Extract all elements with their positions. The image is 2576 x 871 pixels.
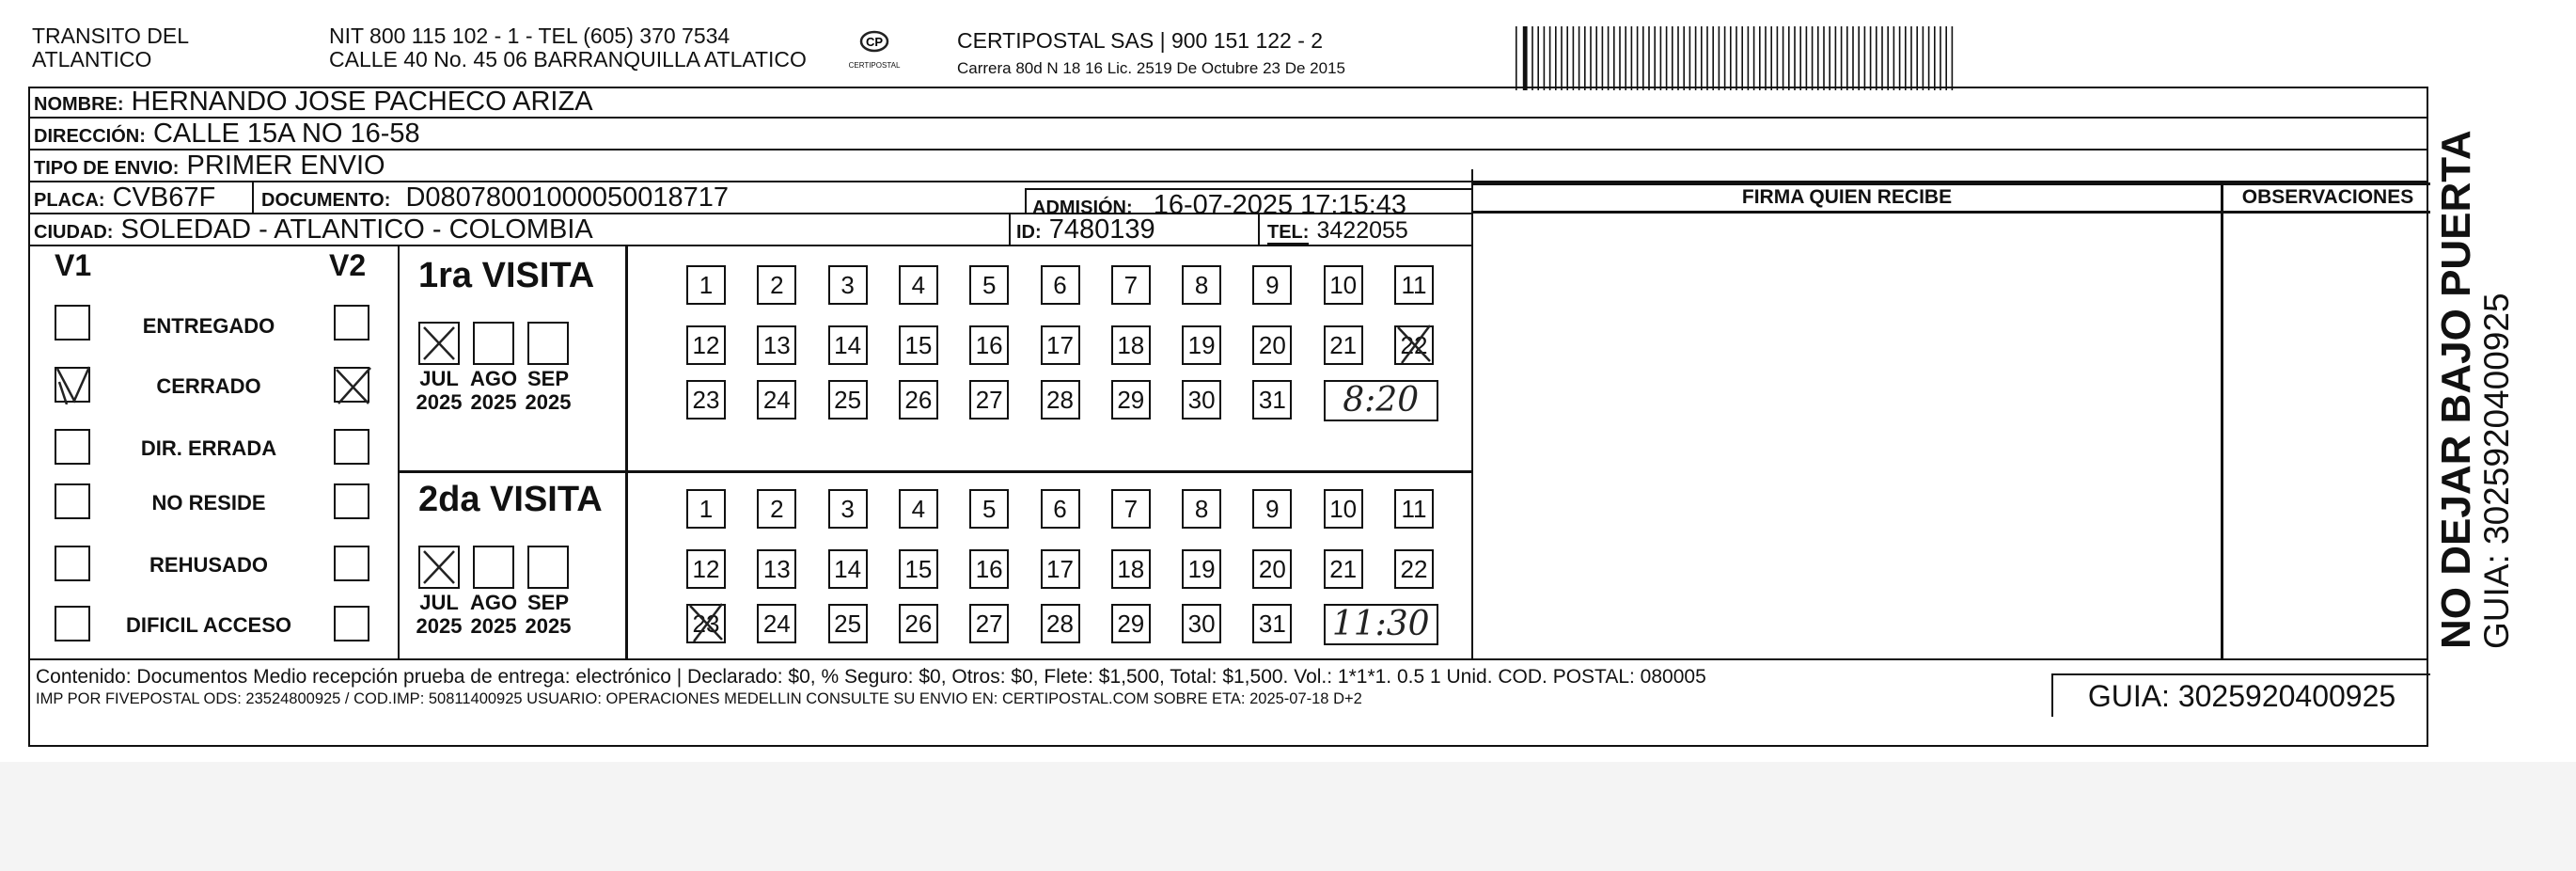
barcode-bar <box>1573 26 1575 90</box>
day-box[interactable]: 17 <box>1041 325 1080 365</box>
right-panel-headerline <box>1473 211 2430 214</box>
status-label: CERRADO <box>156 374 261 398</box>
v1-checkbox[interactable] <box>55 429 90 465</box>
x-mark-icon <box>684 598 730 647</box>
barcode-bar <box>1794 26 1796 90</box>
barcode-bar <box>1945 26 1947 90</box>
year-label: 2025 <box>525 390 572 414</box>
placa-label: PLACA: <box>34 190 105 211</box>
day-box[interactable]: 22 <box>1394 549 1434 589</box>
day-box[interactable]: 23 <box>686 380 726 420</box>
v2-label: V2 <box>329 248 367 282</box>
visit-divider <box>400 470 1471 473</box>
barcode-bar <box>1799 26 1801 90</box>
barcode-bar <box>1812 26 1814 90</box>
no-dejar-bajo-puerta: NO DEJAR BAJO PUERTA <box>2433 130 2479 649</box>
v1-checkbox[interactable] <box>55 546 90 581</box>
status-label: REHUSADO <box>149 553 268 577</box>
documento-value: D08078001000050018717 <box>405 182 729 213</box>
direccion-label: DIRECCIÓN: <box>34 126 146 147</box>
barcode-bar <box>1910 26 1912 90</box>
barcode-bar <box>1531 26 1533 90</box>
barcode-bar <box>1770 26 1772 90</box>
v1-checkbox[interactable] <box>55 367 90 403</box>
barcode-bar <box>1648 26 1650 90</box>
day-box[interactable]: 30 <box>1182 380 1221 420</box>
day-box[interactable]: 19 <box>1182 325 1221 365</box>
month-label: AGO <box>469 591 518 614</box>
carrier-info <box>957 28 1345 78</box>
day-box[interactable]: 9 <box>1252 265 1292 305</box>
day-box[interactable]: 27 <box>969 604 1009 643</box>
barcode-bar <box>1765 26 1767 90</box>
barcode-bar <box>1899 26 1901 90</box>
barcode-bar <box>1748 26 1750 90</box>
month-checkbox[interactable] <box>473 322 514 365</box>
company-line: CERTIPOSTAL SAS | 900 151 122 - 2 <box>957 28 1324 53</box>
sender-name <box>32 24 189 71</box>
barcode-bar <box>1590 26 1592 90</box>
day-box[interactable]: 12 <box>686 549 726 589</box>
year-label: 2025 <box>416 614 463 638</box>
month-year <box>465 367 522 414</box>
barcode-bar <box>1602 26 1604 90</box>
day-box[interactable]: 8 <box>1182 489 1221 529</box>
handwritten-time[interactable]: 8:20 <box>1324 380 1438 421</box>
barcode-bar <box>1595 26 1597 90</box>
barcode-bar <box>1619 26 1621 90</box>
sender-line-2: ATLANTICO <box>32 47 152 71</box>
barcode-bar <box>1701 26 1703 90</box>
observaciones-divider <box>2221 182 2223 660</box>
barcode-bar <box>1555 26 1557 90</box>
day-box[interactable]: 4 <box>899 265 938 305</box>
x-mark-icon <box>418 322 460 365</box>
nombre-value: HERNANDO JOSE PACHECO ARIZA <box>131 87 593 117</box>
month-year <box>411 591 467 638</box>
month-label: JUL <box>419 367 459 390</box>
month-checkbox[interactable] <box>527 546 569 589</box>
month-checkbox[interactable] <box>418 546 460 589</box>
barcode-bar <box>1864 26 1866 90</box>
year-label: 2025 <box>470 614 517 638</box>
day-box[interactable]: 15 <box>899 325 938 365</box>
nit-line: NIT 800 115 102 - 1 - TEL (605) 370 7534 <box>329 24 730 48</box>
barcode-bar <box>1841 26 1843 90</box>
v2-checkbox[interactable] <box>334 367 369 403</box>
barcode-bar <box>1654 26 1656 90</box>
guia-vertical: GUIA: 3025920400925 <box>2477 293 2516 649</box>
row-direccion <box>28 119 2428 150</box>
logo-icon <box>856 28 893 58</box>
day-box[interactable]: 10 <box>1324 489 1363 529</box>
month-label: JUL <box>419 591 459 614</box>
barcode-bar <box>1823 26 1825 90</box>
v2-checkbox[interactable] <box>334 546 369 581</box>
barcode-bar <box>1846 26 1848 90</box>
barcode-bar <box>1642 26 1644 90</box>
barcode-bar <box>1858 26 1860 90</box>
day-box[interactable]: 13 <box>757 549 796 589</box>
barcode-bar <box>1683 26 1685 90</box>
address-line: CALLE 40 No. 45 06 BARRANQUILLA ATLATICO <box>329 47 807 71</box>
v2-checkbox[interactable] <box>334 305 369 340</box>
barcode-bar <box>1695 26 1697 90</box>
barcode-bar <box>1516 26 1517 90</box>
ciudad-label: CIUDAD: <box>34 222 114 243</box>
documento-cell <box>261 182 729 215</box>
placa-cell <box>28 182 254 213</box>
barcode-bar <box>1783 26 1784 90</box>
day-box[interactable]: 9 <box>1252 489 1292 529</box>
barcode-bar <box>1706 26 1708 90</box>
placa-value: CVB67F <box>112 182 216 213</box>
month-day-divider <box>625 246 628 660</box>
status-label: DIR. ERRADA <box>140 436 277 460</box>
day-box[interactable]: 18 <box>1111 549 1151 589</box>
barcode-bar <box>1631 26 1633 90</box>
barcode-bar <box>1759 26 1761 90</box>
barcode-bar <box>1928 26 1930 90</box>
barcode-bar <box>1537 26 1539 90</box>
year-label: 2025 <box>525 614 572 638</box>
month-year <box>465 591 522 638</box>
barcode-bar <box>1549 26 1551 90</box>
barcode-bar <box>1829 26 1830 90</box>
sender-line-1: TRANSITO DEL <box>32 24 189 48</box>
month-label: AGO <box>469 367 518 390</box>
barcode-bar <box>1584 26 1586 90</box>
day-box[interactable]: 13 <box>757 325 796 365</box>
day-box[interactable]: 17 <box>1041 549 1080 589</box>
day-box[interactable]: 19 <box>1182 549 1221 589</box>
day-box[interactable]: 24 <box>757 604 796 643</box>
guia-box: GUIA: 3025920400925 <box>2051 673 2430 717</box>
day-box[interactable]: 23 <box>686 604 726 643</box>
id-cell <box>1011 214 1260 245</box>
nombre-label: NOMBRE: <box>34 94 124 115</box>
barcode-bar <box>1788 26 1790 90</box>
day-box[interactable]: 31 <box>1252 380 1292 420</box>
v1-label: V1 <box>55 248 92 282</box>
barcode-bar <box>1666 26 1668 90</box>
svg-text:CP: CP <box>865 35 884 49</box>
barcode-bar <box>1893 26 1895 90</box>
day-box[interactable]: 16 <box>969 549 1009 589</box>
day-box[interactable]: 30 <box>1182 604 1221 643</box>
day-box[interactable]: 18 <box>1111 325 1151 365</box>
day-box[interactable]: 2 <box>757 265 796 305</box>
barcode-bar <box>1566 26 1568 90</box>
x-mark-icon <box>1392 320 1437 369</box>
status-panel <box>28 246 400 660</box>
status-label: NO RESIDE <box>151 491 266 515</box>
month-checkbox[interactable] <box>473 546 514 589</box>
barcode-bar <box>1905 26 1907 90</box>
documento-label: DOCUMENTO: <box>261 190 391 211</box>
firma-label: FIRMA QUIEN RECIBE <box>1741 186 1953 208</box>
barcode-bar <box>1736 26 1737 90</box>
side-text <box>2435 130 2516 649</box>
barcode-bar <box>1876 26 1877 90</box>
tipo-value: PRIMER ENVIO <box>186 150 385 181</box>
day-box[interactable]: 5 <box>969 265 1009 305</box>
barcode-bar <box>1753 26 1755 90</box>
day-box[interactable]: 29 <box>1111 604 1151 643</box>
v1-checkbox[interactable] <box>55 483 90 519</box>
x-mark-icon <box>333 366 374 407</box>
tel-cell <box>1267 214 1408 247</box>
barcode-bar <box>1870 26 1872 90</box>
certipostal-logo <box>837 28 912 70</box>
day-box[interactable]: 7 <box>1111 489 1151 529</box>
day-box[interactable]: 26 <box>899 380 938 420</box>
day-box[interactable]: 28 <box>1041 380 1080 420</box>
barcode-bar <box>1835 26 1837 90</box>
day-box[interactable]: 1 <box>686 489 726 529</box>
observaciones-label: OBSERVACIONES <box>2241 186 2414 208</box>
day-box[interactable]: 28 <box>1041 604 1080 643</box>
license-line: Carrera 80d N 18 16 Lic. 2519 De Octubre 23 De 2015 <box>957 59 1345 77</box>
barcode-bar <box>1817 26 1819 90</box>
day-box[interactable]: 24 <box>757 380 796 420</box>
barcode-bar <box>1660 26 1662 90</box>
admision-label: ADMISIÓN: <box>1032 198 1133 218</box>
logo-text: CERTIPOSTAL <box>848 61 901 70</box>
barcode-bar <box>1952 26 1954 90</box>
status-label: ENTREGADO <box>142 314 275 338</box>
year-label: 2025 <box>470 390 517 414</box>
day-box[interactable]: 5 <box>969 489 1009 529</box>
day-box[interactable]: 15 <box>899 549 938 589</box>
day-box[interactable]: 31 <box>1252 604 1292 643</box>
day-box[interactable]: 4 <box>899 489 938 529</box>
day-box[interactable]: 25 <box>828 604 868 643</box>
barcode-bar <box>1940 26 1941 90</box>
handwritten-time[interactable]: 11:30 <box>1324 604 1438 645</box>
day-box[interactable]: 10 <box>1324 265 1363 305</box>
day-box[interactable]: 8 <box>1182 265 1221 305</box>
admision-value: 16-07-2025 17:15:43 <box>1153 190 1407 220</box>
check-mark-icon <box>54 363 91 404</box>
day-box[interactable]: 11 <box>1394 489 1434 529</box>
barcode-bar <box>1637 26 1639 90</box>
day-box[interactable]: 7 <box>1111 265 1151 305</box>
day-box[interactable]: 2 <box>757 489 796 529</box>
barcode-bar <box>1916 26 1918 90</box>
v1-checkbox[interactable] <box>55 606 90 641</box>
tel-label: TEL: <box>1267 222 1310 243</box>
day-box[interactable]: 3 <box>828 489 868 529</box>
day-box[interactable]: 20 <box>1252 549 1292 589</box>
v2-checkbox[interactable] <box>334 483 369 519</box>
year-label: 2025 <box>416 390 463 414</box>
visit-title: 2da VISITA <box>418 480 603 519</box>
row-placa <box>28 182 1471 220</box>
day-box[interactable]: 20 <box>1252 325 1292 365</box>
day-box[interactable]: 3 <box>828 265 868 305</box>
v2-checkbox[interactable] <box>334 606 369 641</box>
day-box[interactable]: 14 <box>828 325 868 365</box>
day-box[interactable]: 26 <box>899 604 938 643</box>
id-value: 7480139 <box>1048 214 1155 245</box>
day-box[interactable]: 11 <box>1394 265 1434 305</box>
day-box[interactable]: 25 <box>828 380 868 420</box>
barcode-bar <box>1523 26 1528 90</box>
day-box[interactable]: 6 <box>1041 489 1080 529</box>
barcode-bar <box>1613 26 1615 90</box>
barcode-bar <box>1608 26 1610 90</box>
barcode-bar <box>1852 26 1854 90</box>
barcode-bar <box>1887 26 1889 90</box>
barcode-bar <box>1672 26 1673 90</box>
month-checkbox[interactable] <box>418 322 460 365</box>
row-nombre <box>28 87 2428 119</box>
barcode-bar <box>1579 26 1580 90</box>
month-label: SEP <box>526 591 570 614</box>
month-year <box>520 367 576 414</box>
v1-checkbox[interactable] <box>55 305 90 340</box>
barcode-bar <box>1689 26 1691 90</box>
footer-imp: IMP POR FIVEPOSTAL ODS: 23524800925 / COD.IMP: 50811400925 USUARIO: OPERACIONES MEDELLIN CONSULTE SU ENVIO EN: CERTIPOSTAL.COM SOBRE ETA: 2025-07-18 D+2 <box>36 690 1362 707</box>
day-box[interactable]: 21 <box>1324 325 1363 365</box>
month-checkbox[interactable] <box>527 322 569 365</box>
ciudad-value: SOLEDAD - ATLANTICO - COLOMBIA <box>120 214 593 245</box>
tel-value: 3422055 <box>1316 217 1408 244</box>
month-year <box>411 367 467 414</box>
sender-contact <box>329 24 807 71</box>
footer <box>28 660 2428 747</box>
day-box[interactable]: 22 <box>1394 325 1434 365</box>
barcode-bar <box>1544 26 1546 90</box>
row-ciudad <box>28 214 1471 246</box>
month-label: SEP <box>526 367 570 390</box>
barcode-bar <box>1719 26 1720 90</box>
month-year <box>520 591 576 638</box>
barcode-bar <box>1777 26 1779 90</box>
direccion-value: CALLE 15A NO 16-58 <box>152 119 420 149</box>
day-box[interactable]: 12 <box>686 325 726 365</box>
barcode-bar <box>1806 26 1808 90</box>
barcode-bar <box>1561 26 1563 90</box>
barcode-bar <box>1934 26 1936 90</box>
v2-checkbox[interactable] <box>334 429 369 465</box>
barcode-bar <box>1730 26 1732 90</box>
day-box[interactable]: 6 <box>1041 265 1080 305</box>
barcode-bar <box>1741 26 1743 90</box>
visit-title: 1ra VISITA <box>418 256 595 295</box>
day-box[interactable]: 27 <box>969 380 1009 420</box>
day-box[interactable]: 29 <box>1111 380 1151 420</box>
admision-cell <box>1025 188 1473 220</box>
day-box[interactable]: 21 <box>1324 549 1363 589</box>
barcode <box>1516 26 2249 92</box>
ciudad-cell <box>28 214 1011 245</box>
id-label: ID: <box>1016 222 1042 243</box>
status-label: DIFICIL ACCESO <box>125 613 291 637</box>
tipo-label: TIPO DE ENVIO: <box>34 158 180 179</box>
barcode-bar <box>1724 26 1726 90</box>
barcode-bar <box>1625 26 1626 90</box>
barcode-bar <box>1677 26 1679 90</box>
right-panel <box>1471 169 2428 660</box>
day-box[interactable]: 14 <box>828 549 868 589</box>
x-mark-icon <box>418 546 460 589</box>
day-box[interactable]: 1 <box>686 265 726 305</box>
footer-contenido: Contenido: Documentos Medio recepción prueba de entrega: electrónico | Declarado: $0, % Seguro: $0, Otros: $0, Flete: $1,500, Total: $1,500. Vol.: 1*1*1. 0.5 1 Unid. COD. POSTAL: 080005 <box>36 666 1706 688</box>
barcode-bar <box>1881 26 1883 90</box>
barcode-bar <box>1712 26 1714 90</box>
day-box[interactable]: 16 <box>969 325 1009 365</box>
barcode-bar <box>1923 26 1924 90</box>
